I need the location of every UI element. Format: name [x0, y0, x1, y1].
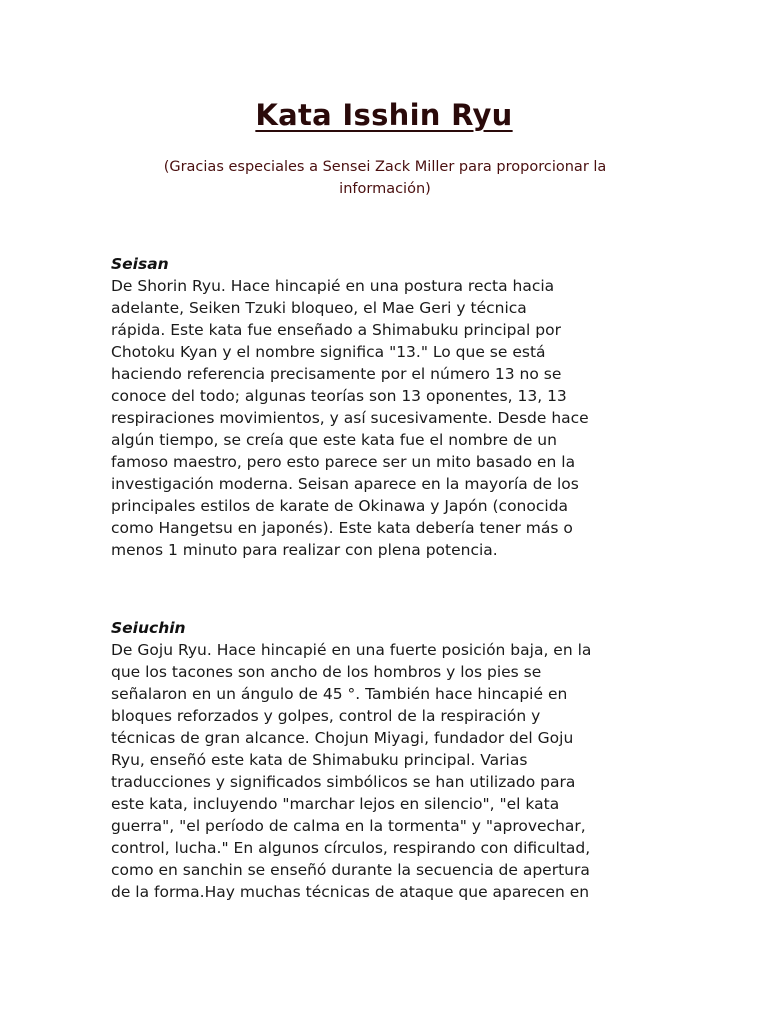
section-heading: Seiuchin [111, 619, 186, 637]
text-line: menos 1 minuto para realizar con plena potencia. [111, 541, 498, 559]
text-line: técnicas de gran alcance. Chojun Miyagi, fundador del Goju [111, 729, 574, 747]
text-line: como en sanchin se enseñó durante la secuencia de apertura [111, 861, 590, 879]
text-line: adelante, Seiken Tzuki bloqueo, el Mae Geri y técnica [111, 299, 527, 317]
document-title: Kata Isshin Ryu [255, 98, 513, 132]
text-line: que los tacones son ancho de los hombros y los pies se [111, 663, 542, 681]
text-line: bloques reforzados y golpes, control de la respiración y [111, 707, 541, 725]
text-line: de la forma.Hay muchas técnicas de ataque que aparecen en [111, 883, 590, 901]
text-line: De Goju Ryu. Hace hincapié en una fuerte posición baja, en la [111, 641, 592, 659]
section-body [111, 275, 656, 561]
text-line: rápida. Este kata fue enseñado a Shimabuku principal por [111, 321, 561, 339]
section-body [111, 639, 656, 903]
text-line: guerra", "el período de calma en la tormenta" y "aprovechar, [111, 817, 586, 835]
text-line: respiraciones movimientos, y así sucesivamente. Desde hace [111, 409, 589, 427]
text-line: Chotoku Kyan y el nombre significa "13." Lo que se está [111, 343, 546, 361]
text-line: señalaron en un ángulo de 45 °. También hace hincapié en [111, 685, 568, 703]
text-line: principales estilos de karate de Okinawa y Japón (conocida [111, 497, 569, 515]
subtitle-line: (Gracias especiales a Sensei Zack Miller para proporcionar la [163, 159, 607, 175]
text-line: haciendo referencia precisamente por el número 13 no se [111, 365, 562, 383]
section-heading: Seisan [111, 255, 169, 273]
text-line: como Hangetsu en japonés). Este kata debería tener más o [111, 519, 573, 537]
text-line: este kata, incluyendo "marchar lejos en silencio", "el kata [111, 795, 560, 813]
section-seisan [111, 253, 656, 561]
text-line: traducciones y significados simbólicos se han utilizado para [111, 773, 576, 791]
text-line: algún tiempo, se creía que este kata fue el nombre de un [111, 431, 557, 449]
document-subtitle [140, 156, 630, 200]
text-line: De Shorin Ryu. Hace hincapié en una postura recta hacia [111, 277, 555, 295]
section-seiuchin [111, 617, 656, 903]
text-line: Ryu, enseñó este kata de Shimabuku principal. Varias [111, 751, 528, 769]
text-line: conoce del todo; algunas teorías son 13 oponentes, 13, 13 [111, 387, 567, 405]
subtitle-line: información) [339, 181, 431, 197]
text-line: famoso maestro, pero esto parece ser un mito basado en la [111, 453, 576, 471]
text-line: control, lucha." En algunos círculos, respirando con dificultad, [111, 839, 591, 857]
text-line: investigación moderna. Seisan aparece en la mayoría de los [111, 475, 579, 493]
